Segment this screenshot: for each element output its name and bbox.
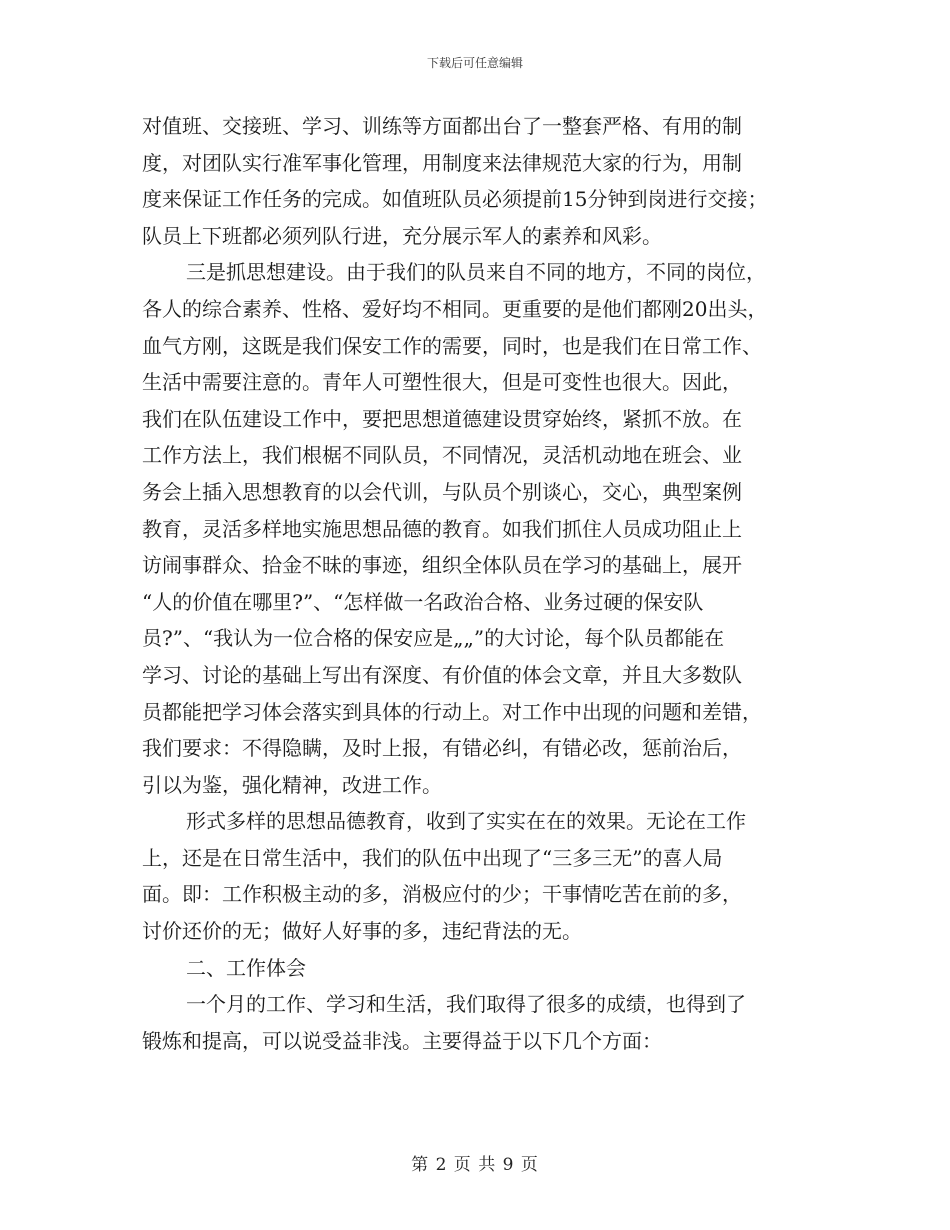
text-line-11: 务会上插入思想教育的以会代训，与队员个别谈心，交心，典型案例	[142, 479, 742, 504]
text-line-26: 锻炼和提高，可以说受益非浅。主要得益于以下几个方面：	[142, 1028, 662, 1053]
text-line-8: 生活中需要注意的。青年人可塑性很大，但是可变性也很大。因此，	[142, 370, 742, 395]
text-line-18: 我们要求：不得隐瞒，及时上报，有错必纠，有错必改，惩前治后，	[142, 736, 742, 761]
text-line-25: 一个月的工作、学习和生活，我们取得了很多的成绩，也得到了	[186, 992, 746, 1017]
document-body	[142, 108, 814, 1059]
text-line-16: 学习、讨论的基础上写出有深度、有价值的体会文章，并且大多数队	[142, 662, 742, 687]
text-line-7: 血气方刚，这既是我们保安工作的需要，同时，也是我们在日常工作、	[142, 333, 762, 358]
text-line-15: 员?”、“我认为一位合格的保安应是„„”的大讨论，每个队员都能在	[142, 626, 725, 651]
page-number-footer: 第 2 页 共 9 页	[411, 1155, 539, 1175]
text-line-6: 各人的综合素养、性格、爱好均不相同。更重要的是他们都刚20出头，	[142, 296, 768, 321]
text-line-21: 上，还是在日常生活中，我们的队伍中出现了“三多三无”的喜人局	[142, 845, 723, 870]
text-line-17: 员都能把学习体会落实到具体的行动上。对工作中出现的问题和差错，	[142, 699, 762, 724]
text-line-9: 我们在队伍建设工作中，要把思想道德建设贯穿始终，紧抓不放。在	[142, 406, 742, 431]
text-line-20: 形式多样的思想品德教育，收到了实实在在的效果。无论在工作	[186, 809, 746, 834]
text-line-23: 讨价还价的无；做好人好事的多，违纪背法的无。	[142, 919, 582, 944]
text-line-22: 面。即：工作积极主动的多，消极应付的少；干事情吃苦在前的多，	[142, 882, 742, 907]
text-line-4: 队员上下班都必须列队行进，充分展示军人的素养和风彩。	[142, 223, 662, 248]
text-line-5: 三是抓思想建设。由于我们的队员来自不同的地方，不同的岗位，	[186, 260, 766, 285]
text-line-12: 教育，灵活多样地实施思想品德的教育。如我们抓住人员成功阻止上	[142, 516, 742, 541]
text-line-14: “人的价值在哪里?”、“怎样做一名政治合格、业务过硬的保安队	[142, 589, 704, 614]
page-header: 下载后可任意编辑	[426, 56, 523, 70]
text-line-1: 对值班、交接班、学习、训练等方面都出台了一整套严格、有用的制	[142, 114, 742, 138]
text-line-19: 引以为鉴，强化精神，改进工作。	[142, 772, 442, 797]
text-line-13: 访闹事群众、拾金不昧的事迹，组织全体队员在学习的基础上，展开	[142, 553, 742, 578]
text-line-10: 工作方法上，我们根椐不同队员，不同情况，灵活机动地在班会、业	[142, 443, 742, 468]
section-heading: 二、工作体会	[186, 955, 306, 980]
text-line-3: 度来保证工作任务的完成。如值班队员必须提前15分钟到岗进行交接；	[142, 187, 768, 212]
text-line-2: 度，对团队实行准军事化管理，用制度来法律规范大家的行为，用制	[142, 150, 742, 175]
